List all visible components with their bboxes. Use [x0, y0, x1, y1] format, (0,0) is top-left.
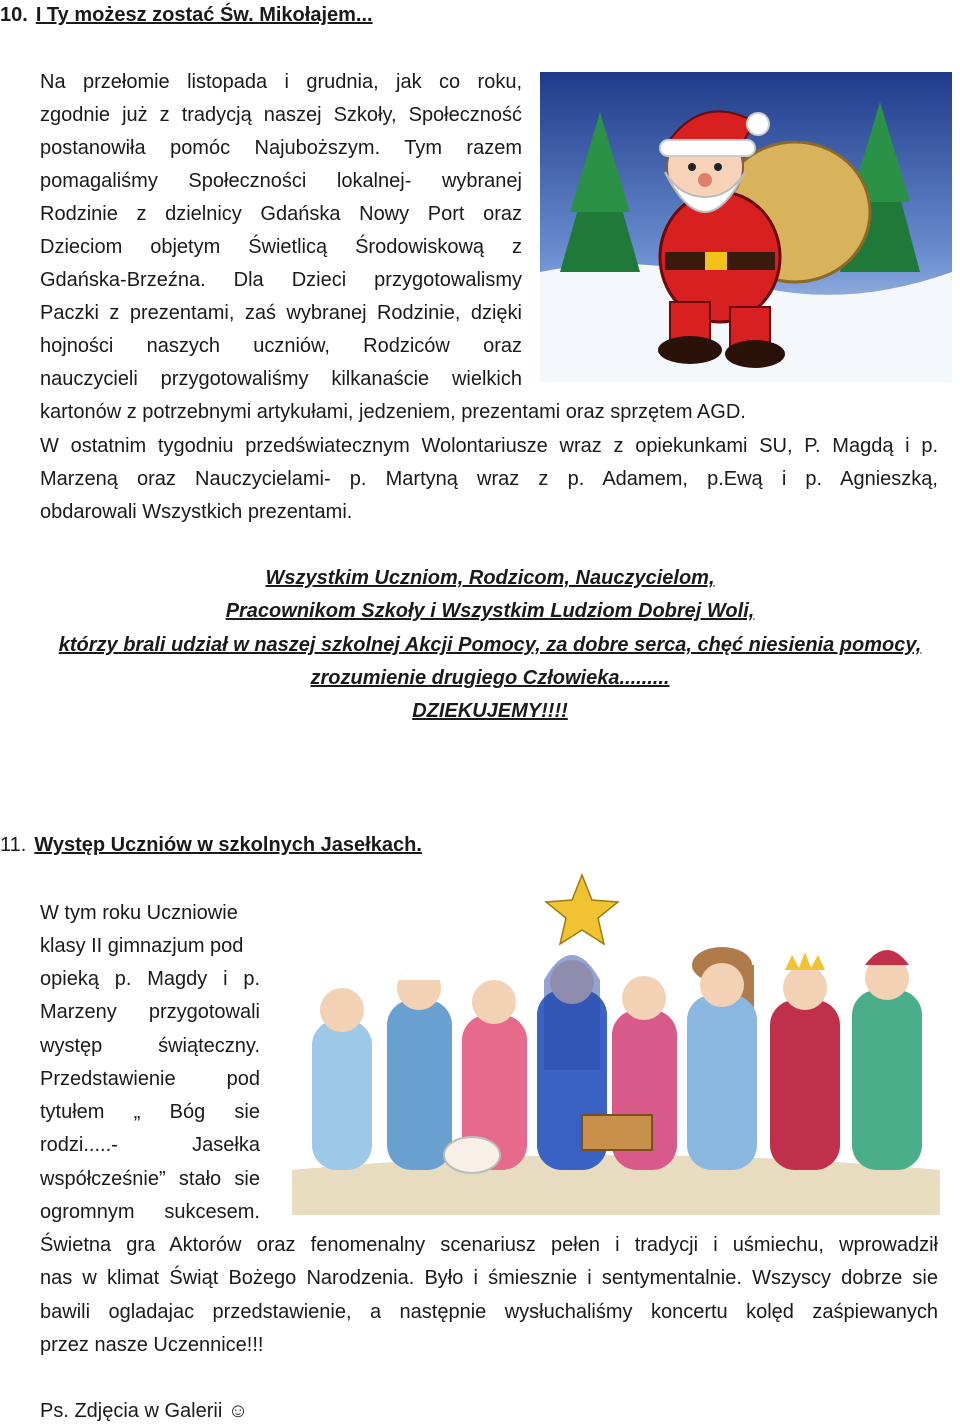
thanks-line-1: Pracownikom Szkoły i Wszystkim Ludziom Dobrej Woli,	[225, 600, 755, 622]
s10-line-3: pomagaliśmy Społeczności lokalnej- wybranej	[40, 170, 522, 192]
s11-line-11: nas w klimat Świąt Bożego Narodzenia. Było i śmiesznie i sentymentalnie. Wszyscy dobrze sie	[40, 1267, 938, 1289]
section-11-heading	[0, 834, 422, 857]
s10-line-2: postanowiła pomóc Najuboższym. Tym razem	[40, 137, 522, 159]
s11-line-2: opieką p. Magdy i p.	[40, 968, 260, 990]
s11-line-7: rodzi.....- Jasełka	[40, 1134, 260, 1156]
section-11-title: Występ Uczniów w szkolnych Jasełkach.	[34, 834, 422, 856]
s11-line-8: współcześnie” stało sie	[40, 1168, 260, 1190]
ps-note: Ps. Zdjęcia w Galerii ☺	[40, 1400, 249, 1422]
thanks-line-3: zrozumienie drugiego Człowieka.........	[310, 667, 670, 689]
s10-line-1: zgodnie już z tradycją naszej Szkoły, Społeczność	[40, 104, 522, 126]
s10-line-11: W ostatnim tygodniu przedświatecznym Wolontariusze wraz z opiekunkami SU, P. Magdą i p.	[40, 435, 938, 457]
s10-line-12: Marzeną oraz Nauczycielami- p. Martyną wraz z p. Adamem, p.Ewą i p. Agnieszką,	[40, 468, 938, 490]
s10-line-5: Dzieciom objetym Świetlicą Środowiskową z	[40, 236, 522, 258]
s10-line-0: Na przełomie listopada i grudnia, jak co roku,	[40, 71, 522, 93]
section-10-title: I Ty możesz zostać Św. Mikołajem...	[35, 4, 373, 26]
s10-line-10: kartonów z potrzebnymi artykułami, jedzeniem, prezentami oraz sprzętem AGD.	[40, 401, 746, 423]
thanks-line-4: DZIEKUJEMY!!!!	[412, 700, 568, 722]
thanks-line-0: Wszystkim Uczniom, Rodzicom, Nauczycielom,	[265, 567, 715, 589]
s11-line-6: tytułem „ Bóg sie	[40, 1101, 260, 1123]
s11-line-3: Marzeny przygotowali	[40, 1001, 260, 1023]
s11-line-12: bawili ogladajac przedstawienie, a następnie wysłuchaliśmy koncertu kolęd zaśpiewanych	[40, 1301, 938, 1323]
s10-line-13: obdarowali Wszystkich prezentami.	[40, 501, 353, 523]
s11-line-10: Świetna gra Aktorów oraz fenomenalny scenariusz pełen i tradycji i uśmiechu, wprowadził	[40, 1234, 938, 1256]
s11-line-13: przez nasze Uczennice!!!	[40, 1334, 264, 1356]
s10-line-6: Gdańska-Brzeźna. Dla Dzieci przygotowalismy	[40, 269, 522, 291]
section-11-number: 11.	[0, 834, 27, 856]
thanks-line-2: którzy brali udział w naszej szkolnej Akcji Pomocy, za dobre serca, chęć niesienia pomocy,	[58, 634, 922, 656]
section-10-number: 10.	[0, 4, 28, 26]
s11-line-9: ogromnym sukcesem.	[40, 1201, 260, 1223]
s11-line-4: występ świąteczny.	[40, 1035, 260, 1057]
s10-line-9: nauczycieli przygotowaliśmy kilkanaście wielkich	[40, 368, 522, 390]
s11-line-1: klasy II gimnazjum pod	[40, 935, 244, 957]
nativity-illustration	[292, 870, 940, 1215]
s11-line-5: Przedstawienie pod	[40, 1068, 260, 1090]
s10-line-8: hojności naszych uczniów, Rodziców oraz	[40, 335, 522, 357]
section-10-heading	[0, 4, 373, 27]
s10-line-4: Rodzinie z dzielnicy Gdańska Nowy Port oraz	[40, 203, 522, 225]
s11-line-0: W tym roku Uczniowie	[40, 902, 238, 924]
s10-line-7: Paczki z prezentami, zaś wybranej Rodzinie, dzięki	[40, 302, 522, 324]
santa-illustration	[540, 72, 952, 382]
